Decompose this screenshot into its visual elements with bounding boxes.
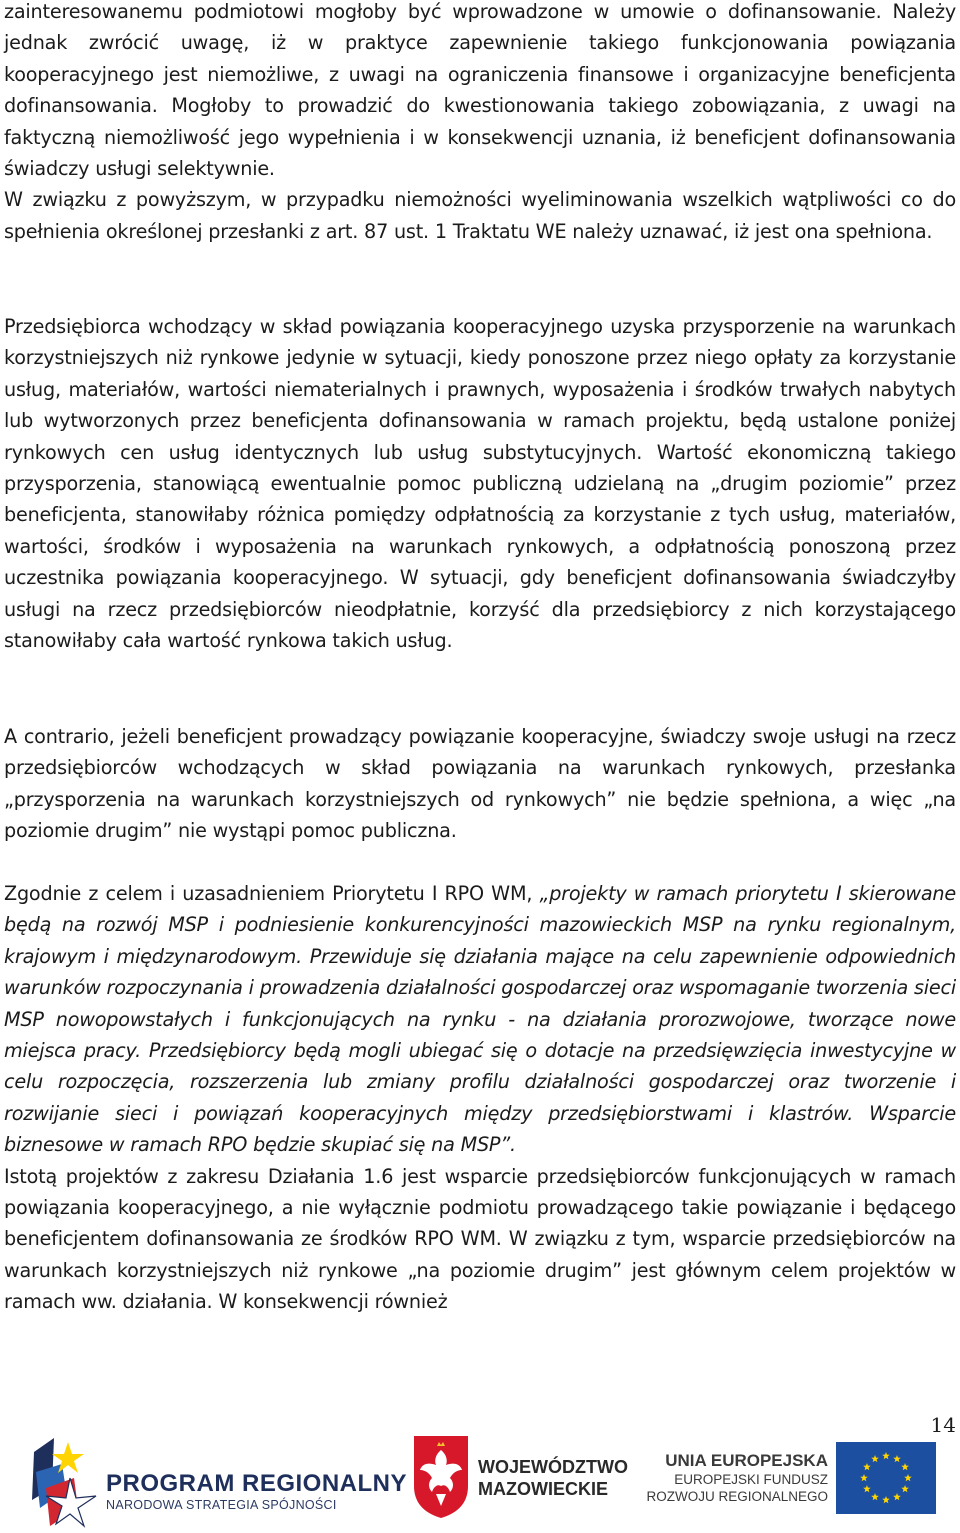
white-eagle-crest-icon: [412, 1434, 470, 1520]
program-title: PROGRAM REGIONALNY: [106, 1470, 408, 1497]
eu-line-2: EUROPEJSKI FUNDUSZ: [674, 1472, 828, 1487]
wojewodztwo-mazowieckie-logo: [412, 1434, 632, 1524]
eu-flag-icon: [836, 1442, 936, 1514]
text-section-1: [4, 0, 956, 247]
priority-quote: „projekty w ramach priorytetu I skierowane będą na rozwój MSP i podniesienie konkurencyjności mazowieckich MSP na rynku regionalnym, krajowym i międzynarodowym. Przewiduje się działania mające na celu zapewnienie odpowiednich warunków rozpoczynania i prowadzenia działalności gospodarczej oraz wspomaganie tworzenia sieci MSP nowopowstałych i funkcjonujących na rynku - na działania prorozwojowe, tworzące nowe miejsca pracy. Przedsiębiorcy będą mogli ubiegać się o dotacje na przedsięwzięcia inwestycyjne w celu rozpoczęcia, rozszerzenia lub zmiany profilu działalności gospodarczej oraz tworzenie i rozwijanie sieci i powiązań kooperacyjnych między przedsiębiorstwami i klastrów. Wsparcie biznesowe w ramach RPO będzie skupiać się na MSP”.: [4, 882, 956, 1157]
paragraph: A contrario, jeżeli beneficjent prowadzący powiązanie kooperacyjne, świadczy swoje usługi na rzecz przedsiębiorców wchodzących w skład powiązania na warunkach rynkowych, przesłanka „przysporzenia na warunkach korzystniejszych od rynkowych” nie będzie spełniona, a więc „na poziomie drugim” nie wystąpi pomoc publiczna.: [4, 725, 956, 843]
unia-europejska-logo: [640, 1428, 940, 1528]
footer-logos: [0, 1420, 960, 1533]
eu-text: [640, 1450, 828, 1505]
paragraph: zainteresowanemu podmiotowi mogłoby być wprowadzone w umowie o dofinansowanie. Należy jednak zwrócić uwagę, iż w praktyce zapewnienie takiego funkcjonowania powiązania kooperacyjnego jest niemożliwe, z uwagi na ograniczenia finansowe i organizacyjne beneficjenta dofinansowania. Mogłoby to prowadzić do kwestionowania takiego zobowiązania, z uwagi na faktyczną niemożliwość jego wypełnienia i w konsekwencji uznania, iż beneficjent dofinansowania świadczy usługi selektywnie.: [4, 0, 956, 181]
voivodeship-line-2: MAZOWIECKIE: [478, 1479, 608, 1499]
eu-line-1: UNIA EUROPEJSKA: [665, 1451, 828, 1470]
paragraph: Przedsiębiorca wchodzący w skład powiązania kooperacyjnego uzyska przysporzenie na warunkach korzystniejszych niż rynkowe jedynie w sytuacji, kiedy ponoszone przez niego opłaty za korzystanie usług, materiałów, wartości niematerialnych i prawnych, wyposażenia i środków trwałych nabytych lub wytworzonych przez beneficjenta dofinansowania w ramach projektu, będą ustalone poniżej rynkowych cen usług identycznych lub usług substytucyjnych. Wartość ekonomiczną takiego przysporzenia, stanowiącą ewentualnie pomoc publiczną udzielaną na „drugim poziomie” przez beneficjenta, stanowiłaby różnica pomiędzy odpłatnością za korzystanie z tych usług, materiałów, wartości, środków i wyposażenia na warunkach rynkowych, a odpłatnością ponoszoną przez uczestnika powiązania kooperacyjnego. W sytuacji, gdy beneficjent dofinansowania świadczyłby usługi na rzecz przedsiębiorców nieodpłatnie, korzyść dla przedsiębiorcy z nich korzystającego stanowiłaby cała wartość rynkowa takich usług.: [4, 315, 956, 653]
text-section-2: [4, 311, 956, 656]
quoted-paragraph: [4, 878, 956, 1161]
program-regionalny-logo: [26, 1428, 408, 1528]
star-flag-icon: [26, 1428, 100, 1528]
voivodeship-line-1: WOJEWÓDZTWO: [478, 1457, 628, 1477]
voivodeship-name: [478, 1456, 628, 1500]
paragraph: Istotą projektów z zakresu Działania 1.6 jest wsparcie przedsiębiorców funkcjonujących w ramach powiązania kooperacyjnego, a nie wyłącznie podmiotu prowadzącego takie powiązanie i będącego beneficjentem dofinansowania ze środków RPO WM. W związku z tym, wsparcie przedsiębiorców na warunkach korzystniejszych niż rynkowe „na poziomie drugim” jest głównym celem projektów w ramach ww. działania. W konsekwencji również: [4, 1164, 956, 1314]
page-number: 14: [930, 1413, 956, 1437]
eu-line-3: ROZWOJU REGIONALNEGO: [646, 1489, 828, 1504]
paragraph: W związku z powyższym, w przypadku niemożności wyeliminowania wszelkich wątpliwości co do spełnienia określonej przesłanki z art. 87 ust. 1 Traktatu WE należy uznawać, iż jest ona spełniona.: [4, 188, 956, 243]
program-subtitle: NARODOWA STRATEGIA SPÓJNOŚCI: [106, 1498, 337, 1512]
text-section-4: [4, 878, 956, 1318]
paragraph-intro: Zgodnie z celem i uzasadnieniem Priorytetu I RPO WM,: [4, 882, 540, 905]
text-section-3: [4, 721, 956, 847]
